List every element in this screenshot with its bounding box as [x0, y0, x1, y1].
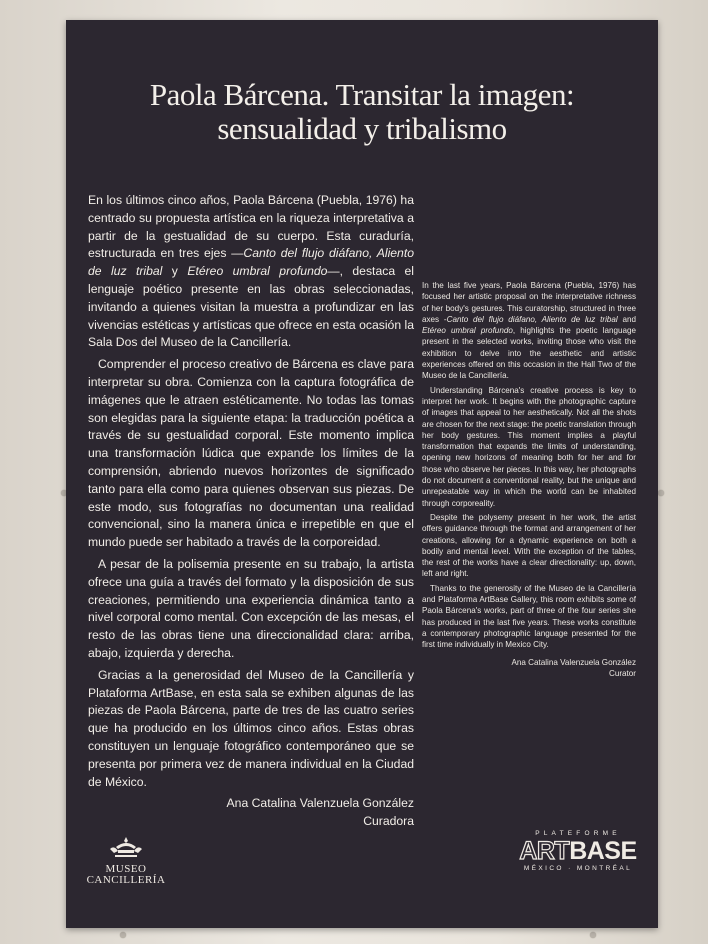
curator-role: Curadora [363, 814, 414, 829]
spanish-paragraph-3: A pesar de la polisemia presente en su trabajo, la artista ofrece una guía a través del formato y la disposición de sus creaciones, permitiendo una experiencia dinámica tanto a nivel corporal como mental. Con excepción de las mesas, el resto de las obras tiene una direccionalidad clara: arriba, abajo, izquierda y derecha. [88, 556, 414, 660]
exhibition-text-panel [66, 20, 658, 928]
spanish-p1-work3: Etéreo umbral profundo [187, 264, 328, 279]
spanish-text-column [88, 192, 414, 831]
spanish-paragraph-1 [88, 192, 414, 352]
english-paragraph-1 [422, 280, 636, 382]
artbase-base: BASE [569, 837, 637, 865]
english-p1-end: , highlights the poetic language present in the selected works, inviting those who visit the exhibition to delve into the aesthetic and artistic experiences offered on this occasion in the Hall Two of the Museo de la Cancillería. [422, 326, 636, 381]
artbase-wordmark [518, 837, 638, 865]
spanish-paragraph-2: Comprender el proceso creativo de Bárcena es clave para interpretar su obra. Comienza con la captura fotográfica de imágenes que le atraen estéticamente. No todas las tomas son elegidas para la siguiente etapa: la traducción poética a través de su gestualidad corporal. Este momento implica una transformación lúdica que expande los límites de la comprensión, abriendo nuevos horizontes de significado tanto para ella como para quienes observan sus piezas. De este modo, sus fotografías no documentan una realidad convencional, sino la manera única e irrepetible en que el mundo puede ser habitado a través de la corporeidad. [88, 357, 414, 550]
artbase-art: ART [519, 837, 570, 865]
english-paragraph-2: Understanding Bárcena's creative process is key to interpret her work. It begins with the photographic capture of images that appeal to her aesthetically. Not all the shots are chosen for the next stage: the poetic translation through her body gestures. This moment implies a playful transformation that expands the limits of understanding, opening new horizons of meaning both for her and for those who observe her pieces. In this way, her photographs do not document a conventional reality, but the unique and unrepeatable way in which the world can be inhabited through corporeality. [422, 385, 636, 508]
panel-mount-screw [120, 932, 126, 938]
panel-mount-screw [590, 932, 596, 938]
spanish-p1-start: En los últimos cinco años, Paola Bárcena (Puebla, 1976) ha centrado su propuesta artística en la riqueza interpretativa a partir de la gestualidad de su cuerpo. Esta curaduría, estructurada en tres ejes — [88, 193, 414, 261]
museo-line-2: CANCILLERÍA [86, 874, 166, 886]
museo-line-1: MUSEO [105, 863, 147, 875]
spanish-paragraph-4: Gracias a la generosidad del Museo de la Cancillería y Plataforma ArtBase, en esta sala se exhiben algunas de las piezas de Paola Bárcena, parte de tres de las cuatro series que ha producido en los últimos cinco años. Estas obras constituyen un lenguaje fotográfico contemporáneo que se presenta por primera vez de manera individual en la Ciudad de México. [88, 667, 414, 789]
english-signature [422, 657, 636, 680]
plateforme-artbase-logo [518, 830, 638, 872]
curator-name: Ana Catalina Valenzuela González [226, 796, 414, 811]
english-p1-work3: Etéreo umbral profundo [422, 326, 513, 336]
curator-role-en: Curator [609, 668, 636, 678]
english-p1-start: In the last five years, Paola Bárcena (Puebla, 1976) has focused her artistic proposal on the interpretative richness of her body's gestures. This curatorship, structured in three axes - [422, 281, 636, 324]
title-line-2: sensualidad y tribalismo [217, 111, 507, 146]
museo-emblem-icon [106, 835, 146, 859]
english-paragraph-4: Thanks to the generosity of the Museo de la Cancillería and Plataforma ArtBase Gallery, this room exhibits some of Paola Bárcena's works, part of three of the four series she has produced in the last five years. These works constitute a contemporary photographic language presented for the first time individually in Mexico City. [422, 583, 636, 650]
artbase-top-text: PLATEFORME [535, 830, 621, 837]
title-line-1: Paola Bárcena. Transitar la imagen: [149, 77, 575, 112]
curator-name-en: Ana Catalina Valenzuela González [511, 657, 636, 667]
english-text-column [422, 280, 636, 679]
spanish-p1-conj: y [162, 264, 188, 279]
artbase-bottom-text: MÉXICO · MONTRÉAL [523, 865, 633, 872]
spanish-p1-end: —, destaca el lenguaje poético presente en las obras seleccionadas, invitando a quienes visitan la muestra a profundizar en las vivencias estéticas y artísticas que ofrece en esta ocasión la Sala Dos del Museo de la Cancillería. [88, 264, 414, 350]
exhibition-title [66, 78, 658, 146]
panel-mount-screw [658, 490, 664, 496]
english-p1-works: Canto del flujo diáfano, Aliento de luz tribal [446, 314, 618, 324]
english-p1-conj: and [617, 314, 636, 324]
spanish-signature [88, 795, 414, 831]
english-paragraph-3: Despite the polysemy present in her work, the artist offers guidance through the format and arrangement of her creations, allowing for a dynamic experience on both a bodily and mental level. With the exception of the tables, the rest of the works have a clear directionality: up, down, left and right. [422, 512, 636, 579]
spanish-p1-works: Canto del flujo diáfano, Aliento de luz tribal [88, 246, 414, 279]
museo-cancilleria-logo [86, 835, 166, 895]
